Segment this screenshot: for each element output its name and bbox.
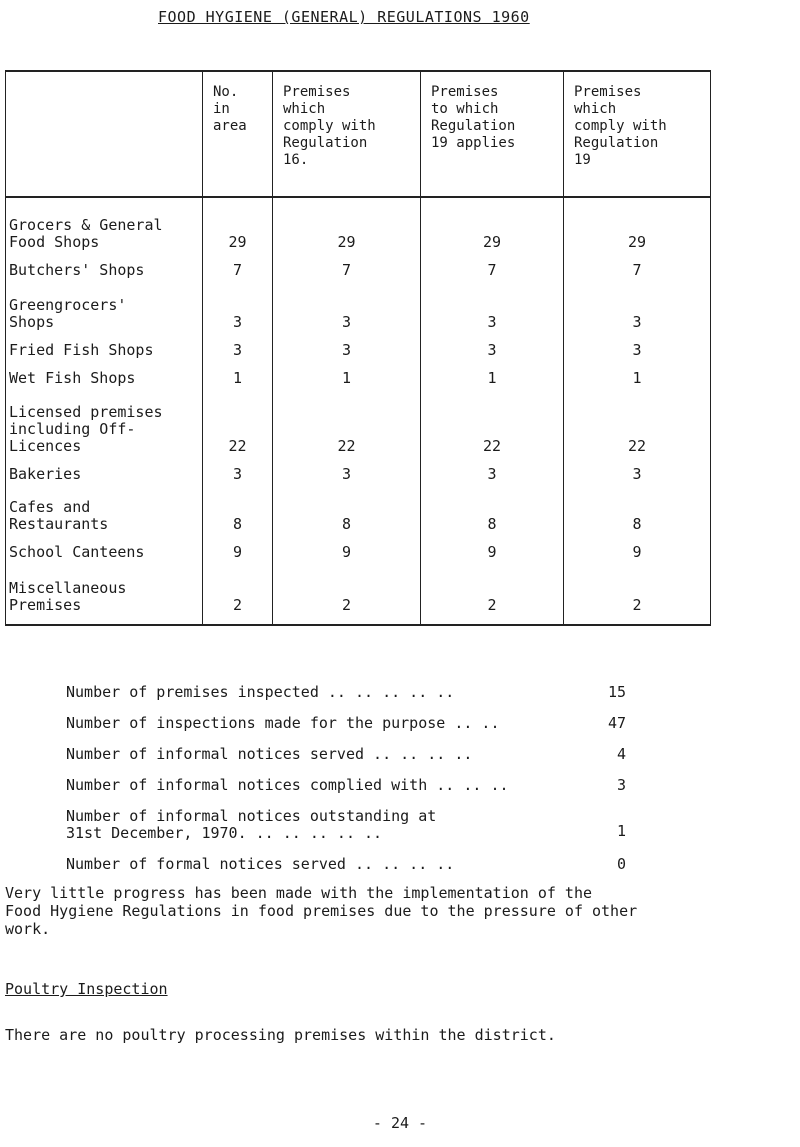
cell-value: 3	[273, 289, 421, 341]
cell-value: 3	[203, 465, 273, 493]
cell-value: 9	[203, 543, 273, 571]
table-row	[6, 341, 711, 369]
row-label: Bakeries	[6, 465, 203, 493]
inspection-stats	[66, 684, 666, 887]
cell-value: 22	[273, 397, 421, 465]
cell-value: 2	[203, 571, 273, 625]
stat-label: Number of informal notices complied with .. .. ..	[66, 776, 509, 794]
header-cell-comply-reg16: Premises which comply with Regulation 16.	[273, 71, 421, 197]
row-label: Fried Fish Shops	[6, 341, 203, 369]
cell-value: 3	[564, 341, 711, 369]
row-label: School Canteens	[6, 543, 203, 571]
cell-value: 22	[203, 397, 273, 465]
poultry-paragraph: There are no poultry processing premises within the district.	[5, 1026, 556, 1044]
stat-informal-outstanding	[66, 808, 666, 856]
row-label: Wet Fish Shops	[6, 369, 203, 397]
cell-value: 1	[564, 369, 711, 397]
cell-value: 7	[203, 261, 273, 289]
stat-value: 15	[607, 683, 626, 701]
cell-value: 3	[421, 341, 564, 369]
row-label: Cafes and Restaurants	[6, 493, 203, 543]
table-row	[6, 397, 711, 465]
cell-value: 9	[564, 543, 711, 571]
cell-value: 2	[421, 571, 564, 625]
table-row	[6, 543, 711, 571]
cell-value: 3	[273, 341, 421, 369]
stat-value: 1	[616, 822, 626, 840]
cell-value: 3	[203, 289, 273, 341]
page-number: - 24 -	[372, 1114, 428, 1132]
row-label: Greengrocers' Shops	[6, 289, 203, 341]
header-cell-comply-reg19: Premises which comply with Regulation 19	[564, 71, 711, 197]
stat-premises-inspected	[66, 684, 666, 715]
row-label: Miscellaneous Premises	[6, 571, 203, 625]
stat-informal-complied	[66, 777, 666, 808]
stat-value: 4	[616, 745, 626, 763]
table-row	[6, 261, 711, 289]
cell-value: 1	[203, 369, 273, 397]
cell-value: 3	[564, 465, 711, 493]
stat-label: Number of formal notices served .. .. .. ..	[66, 855, 455, 873]
stat-formal-served	[66, 856, 666, 887]
cell-value: 3	[273, 465, 421, 493]
cell-value: 8	[273, 493, 421, 543]
poultry-inspection-heading: Poultry Inspection	[5, 980, 168, 998]
table-row	[6, 289, 711, 341]
stat-label: Number of informal notices served .. .. .. ..	[66, 745, 473, 763]
cell-value: 3	[421, 465, 564, 493]
stat-informal-served	[66, 746, 666, 777]
table-row	[6, 197, 711, 261]
cell-value: 3	[564, 289, 711, 341]
page-title: FOOD HYGIENE (GENERAL) REGULATIONS 1960	[158, 8, 530, 26]
stat-inspections-made	[66, 715, 666, 746]
cell-value: 3	[203, 341, 273, 369]
cell-value: 22	[421, 397, 564, 465]
premises-table	[5, 70, 711, 626]
header-cell-reg19-applies: Premises to which Regulation 19 applies	[421, 71, 564, 197]
cell-value: 9	[273, 543, 421, 571]
stat-value: 3	[616, 776, 626, 794]
cell-value: 8	[421, 493, 564, 543]
cell-value: 7	[273, 261, 421, 289]
table-header-row	[6, 71, 711, 197]
table-row	[6, 465, 711, 493]
stat-value: 0	[616, 855, 626, 873]
cell-value: 7	[564, 261, 711, 289]
table-row	[6, 493, 711, 543]
cell-value: 29	[203, 197, 273, 261]
header-cell-blank	[6, 71, 203, 197]
row-label: Grocers & General Food Shops	[6, 197, 203, 261]
progress-paragraph: Very little progress has been made with the implementation of the Food Hygiene Regulations in food premises due to the pressure of other work.	[5, 884, 638, 938]
cell-value: 29	[564, 197, 711, 261]
table-row	[6, 369, 711, 397]
header-cell-number-in-area: No. in area	[203, 71, 273, 197]
cell-value: 22	[564, 397, 711, 465]
stat-value: 47	[607, 714, 626, 732]
cell-value: 2	[564, 571, 711, 625]
cell-value: 8	[203, 493, 273, 543]
stat-label: Number of premises inspected .. .. .. .. ..	[66, 683, 455, 701]
cell-value: 29	[273, 197, 421, 261]
row-label: Butchers' Shops	[6, 261, 203, 289]
cell-value: 7	[421, 261, 564, 289]
cell-value: 9	[421, 543, 564, 571]
cell-value: 2	[273, 571, 421, 625]
table-row	[6, 571, 711, 625]
cell-value: 8	[564, 493, 711, 543]
stat-label: Number of inspections made for the purpose .. ..	[66, 714, 500, 732]
stat-label: Number of informal notices outstanding at 31st December, 1970. .. .. .. .. ..	[66, 807, 437, 842]
row-label: Licensed premises including Off- Licences	[6, 397, 203, 465]
cell-value: 29	[421, 197, 564, 261]
cell-value: 1	[273, 369, 421, 397]
cell-value: 1	[421, 369, 564, 397]
cell-value: 3	[421, 289, 564, 341]
